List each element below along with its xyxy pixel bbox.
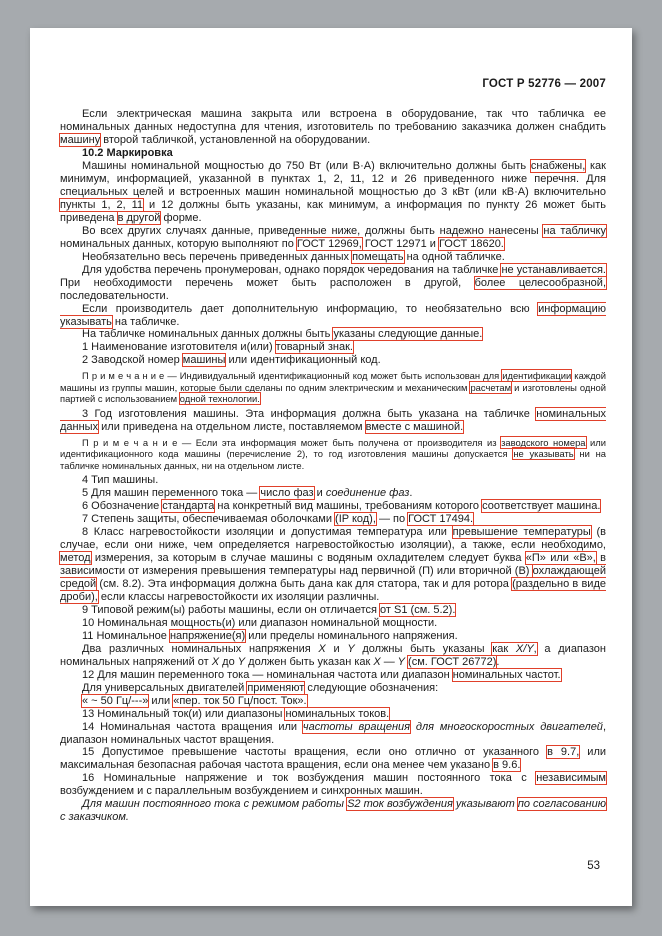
ocr-word-box: охлаждающей средой (60, 564, 606, 590)
ocr-word-box: соответствует машина. (482, 500, 601, 513)
document-body (60, 108, 606, 824)
paragraph: 16 Номинальные напряжение и ток возбуждения машин постоянного тока с независимым возбуждением и с параллельным возбуждением и синхронных машин. (60, 772, 606, 798)
paragraph: 4 Тип машины. (82, 474, 159, 487)
paragraph: 9 Типовой режим(ы) работы машины, если он отличается от S1 (см. 5.2). (82, 603, 456, 616)
ocr-word-box: номинальных данных (60, 407, 606, 433)
paragraph: 14 Номинальная частота вращения или частоты вращения для многоскоростных двигателей, диапазон номинальных частот вращения. (60, 720, 606, 746)
note-paragraph: П р и м е ч а н и е — Если эта информация может быть получена от производителя из заводского номера или идентификационного кода машины (перечисление 2), то год изготовления машины допускается не указывать ни на табличке номинальных данных, ни на отдельном листе. (60, 436, 607, 471)
paragraph: 2 Заводской номер машины или идентификационный код. (82, 354, 381, 367)
note-paragraph: П р и м е ч а н и е — Индивидуальный идентификационный код может быть использован для идентификации каждой машины из группы машин, которые были сделаны по одним электрическим и механическим расчетам и изготовлены одной партией с использованием одной технологии. (60, 370, 606, 405)
page-number: 53 (587, 860, 600, 872)
section-heading: 10.2 Маркировка (82, 146, 173, 159)
ocr-word-box: частоты вращения (302, 720, 411, 733)
document-page (30, 28, 632, 906)
paragraph: Для удобства перечень пронумерован, однако порядок чередования на табличке не устанавливается. При необходимости перечень может быть расположен в другой, более целесообразной, последовательности. (60, 263, 606, 302)
ocr-word-box: ГОСТ 12969, (296, 237, 362, 250)
paragraph: 5 Для машин переменного тока — число фаз и соединение фаз. (82, 487, 413, 500)
ocr-word-box: более целесообразной, (474, 276, 606, 289)
ocr-word-box: метод (60, 551, 91, 564)
ocr-word-box: идентификации (502, 370, 572, 382)
doc-standard-header: ГОСТ Р 52776 — 2007 (482, 78, 606, 90)
ocr-word-box: в 9.7, (547, 746, 580, 759)
ocr-word-box: номинальных токов. (285, 707, 390, 720)
ocr-word-box: напряжение(я) (169, 629, 246, 642)
paragraph: 10 Номинальная мощность(и) или диапазон номинальной мощности. (82, 616, 438, 629)
ocr-word-box: применяют (247, 681, 305, 694)
ocr-word-box: одной технологии. (179, 393, 260, 405)
paragraph: На табличке номинальных данных должны быть указаны следующие данные. (82, 328, 483, 341)
ocr-word-box: помещать (352, 250, 404, 263)
ocr-word-box: «П» или «В», (525, 551, 596, 564)
paragraph: 7 Степень защиты, обеспечиваемая оболочками (IP код), — по ГОСТ 17494. (82, 513, 474, 526)
ocr-word-box: заводского номера (501, 436, 586, 448)
ocr-word-box: (см. ГОСТ 26772) (408, 655, 497, 668)
ocr-word-box: не устанавливается. (501, 263, 606, 276)
paragraph: 1 Наименование изготовителя и(или) товарный знак. (82, 341, 353, 354)
ocr-word-box: от S1 (см. 5.2). (380, 603, 456, 616)
ocr-word-box: не указывать (513, 448, 574, 460)
ocr-word-box: информацию указывать (60, 302, 606, 328)
paragraph: « ~ 50 Гц/---» или «пер. ток 50 Гц/пост. Ток». (82, 694, 307, 707)
ocr-word-box: ГОСТ 17494. (408, 513, 474, 526)
ocr-word-box: « ~ 50 Гц/---» (82, 694, 149, 707)
ocr-word-box: «пер. ток 50 Гц/пост. Ток». (173, 694, 307, 707)
paragraph: 11 Номинальное напряжение(я) или пределы номинального напряжения. (82, 629, 458, 642)
paragraph: Для универсальных двигателей применяют следующие обозначения: (82, 681, 439, 694)
ocr-word-box: в 9.6. (493, 759, 521, 772)
paragraph: Если электрическая машина закрыта или встроена в оборудование, так что табличка ее номинальных данных недоступна для чтения, изготовитель по требованию заказчика должен снабдить машину второй табличкой, установленной на оборудовании. (60, 108, 606, 146)
ocr-word-box: машину (60, 133, 101, 146)
ocr-word-box: независимым (536, 772, 606, 785)
paragraph: 8 Класс нагревостойкости изоляции и допустимая температура или превышение температуры (в случае, если они ниже, чем определяется нагревостойкостью изоляции), а также, если необходимо, метод измерения, за которым в случае машины с водяным охладителем следует буква «П» или «В», в зависимости от измерения превышения температуры над первичной (П) или вторичной (В) охлаждающей средой (см. 8.2). Эта информация должна быть дана как для статора, так и для ротора (раздельно в виде дроби), если классы нагревостойкости их изоляции различны. (60, 526, 606, 603)
ocr-word-box: номинальных частот. (452, 668, 561, 681)
ocr-word-box: превышение температуры (452, 526, 591, 538)
paragraph: Два различных номинальных напряжения X и Y должны быть указаны как X/Y, а диапазон номинальных напряжений от X до Y должен быть указан как X — Y (см. ГОСТ 26772). (60, 642, 606, 668)
ocr-word-box: на табличку (543, 224, 606, 237)
ocr-word-box: вместе с машиной. (365, 420, 464, 433)
ocr-word-box: как X/Y, (492, 642, 537, 655)
paragraph: Для машин постоянного тока с режимом работы S2 ток возбуждения указывают по согласованию с заказчиком. (60, 798, 606, 824)
paragraph: Машины номинальной мощностью до 750 Вт (или В·А) включительно должны быть снабжены, как минимум, информацией, указанной в пунктах 1, 2, 11, 12 и 26 приведенного ниже перечня. Для специальных целей и встроенных машин номинальной мощностью до 3 кВт (или кВ·А) включительно пункты 1, 2, 11 и 12 должны быть указаны, как минимум, а информация по пункту 26 может быть приведена в другой форме. (60, 159, 606, 224)
paragraph: Во всех других случаях данные, приведенные ниже, должны быть надежно нанесены на табличку номинальных данных, которую выполняют по ГОСТ 12969, ГОСТ 12971 и ГОСТ 18620. (60, 224, 606, 250)
paragraph: 6 Обозначение стандарта на конкретный вид машины, требованиям которого соответствует машина. (82, 500, 601, 513)
ocr-word-box: по согласованию (517, 798, 606, 811)
paragraph: Если производитель дает дополнительную информацию, то необязательно всю информацию указывать на табличке. (60, 302, 606, 328)
ocr-word-box: расчетам (470, 381, 512, 393)
ocr-word-box: стандарта (162, 500, 215, 513)
paragraph: 15 Допустимое превышение частоты вращения, если оно отлично от указанного в 9.7, или максимальная безопасная рабочая частота вращения, если она менее чем указано в 9.6. (60, 746, 607, 772)
ocr-word-box: (раздельно в виде дроби), (60, 577, 606, 603)
ocr-word-box: машины (182, 354, 226, 367)
ocr-word-box: снабжены, (530, 159, 586, 172)
ocr-word-box: в другой (117, 211, 161, 224)
paragraph: 12 Для машин переменного тока — номинальная частота или диапазон номинальных частот. (82, 668, 561, 681)
ocr-word-box: указаны следующие данные. (333, 328, 483, 341)
ocr-word-box: пункты 1, 2, 11 (60, 198, 144, 211)
ocr-word-box: товарный знак. (275, 341, 353, 354)
paragraph: Необязательно весь перечень приведенных данных помещать на одной табличке. (82, 250, 505, 263)
paragraph: 13 Номинальный ток(и) или диапазоны номинальных токов. (82, 707, 390, 720)
ocr-word-box: число фаз (260, 487, 314, 500)
ocr-word-box: ГОСТ 18620. (438, 237, 504, 250)
paragraph: 3 Год изготовления машины. Эта информация должна быть указана на табличке номинальных данных или приведена на отдельном листе, поставляемом вместе с машиной. (60, 407, 606, 433)
ocr-word-box: (IP код), (335, 513, 376, 526)
ocr-word-box: S2 ток возбуждения (347, 798, 453, 811)
